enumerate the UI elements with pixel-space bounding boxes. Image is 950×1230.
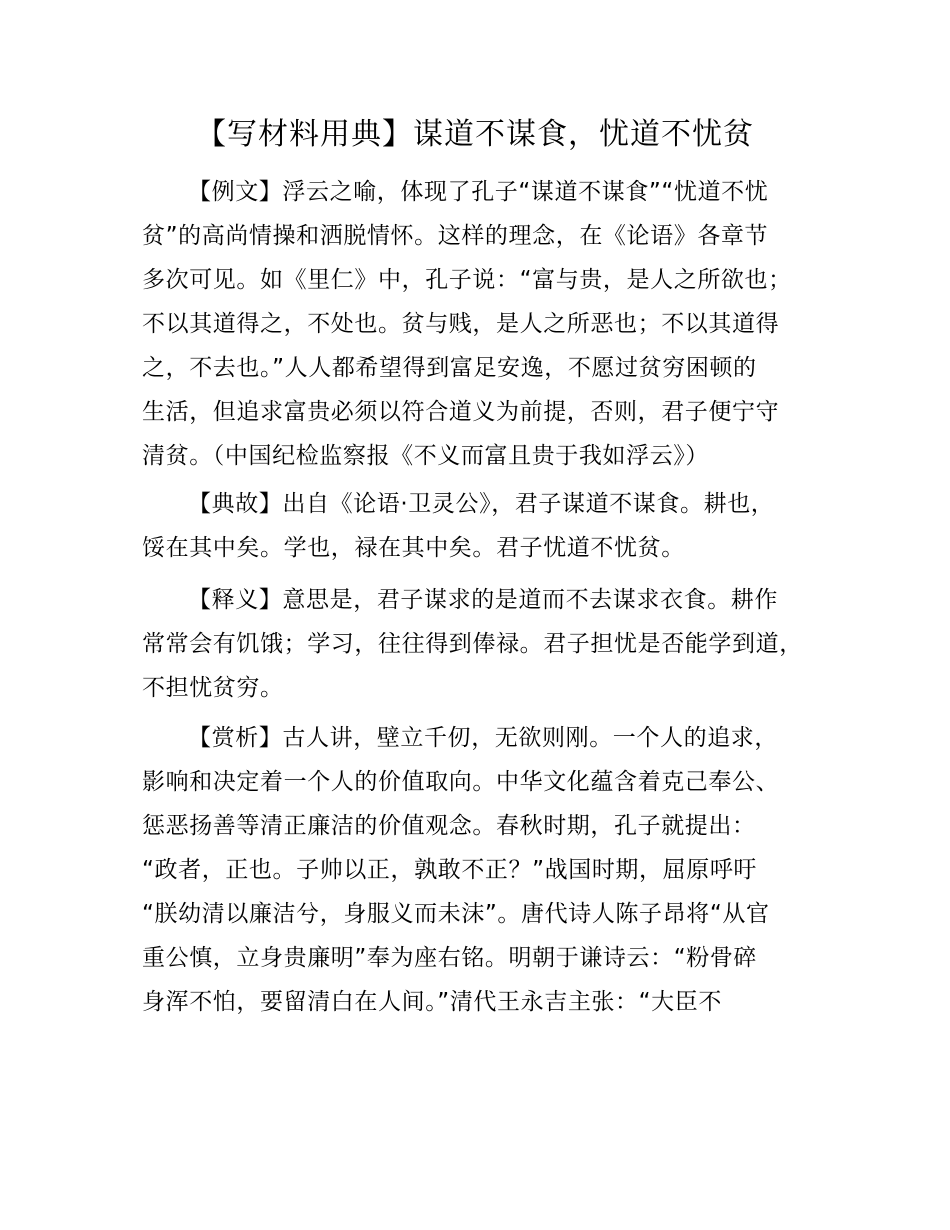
paragraph-line: 清贫。（中国纪检监察报《不义而富且贵于我如浮云》）	[142, 443, 709, 469]
paragraph-line: 生活，但追求富贵必须以符合道义为前提，否则，君子便宁守	[142, 399, 780, 425]
paragraph-line: 【释义】意思是，君子谋求的是道而不去谋求衣食。耕作	[188, 587, 778, 613]
paragraph-line: 【赏析】古人讲，壁立千仞，无欲则刚。一个人的追求，	[188, 725, 778, 751]
paragraph-example	[142, 170, 842, 478]
paragraph-line: 【例文】浮云之喻，体现了孔子“谋道不谋食”“忧道不忧	[188, 179, 769, 205]
document-title: 【写材料用典】谋道不谋食，忧道不忧贫	[196, 117, 754, 152]
paragraph-line: 贫”的高尚情操和洒脱情怀。这样的理念，在《论语》各章节	[142, 223, 769, 249]
paragraph-line: 惩恶扬善等清正廉洁的价值观念。春秋时期，孔子就提出：	[142, 813, 756, 839]
paragraph-line: 重公慎，立身贵廉明”奉为座右铭。明朝于谦诗云：“粉骨碎	[142, 945, 758, 971]
paragraph-line: 常常会有饥饿；学习，往往得到俸禄。君子担忧是否能学到道，	[142, 631, 803, 657]
paragraph-allusion	[142, 482, 842, 570]
paragraph-line: 【典故】出自《论语·卫灵公》，君子谋道不谋食。耕也，	[188, 491, 775, 517]
paragraph-line: “政者，正也。子帅以正，孰敢不正？”战国时期，屈原呼吁	[142, 857, 758, 883]
paragraph-line: 馁在其中矣。学也，禄在其中矣。君子忧道不忧贫。	[142, 535, 685, 561]
paragraph-analysis	[142, 716, 842, 1024]
paragraph-line: 身浑不怕，要留清白在人间。”清代王永吉主张：“大臣不	[142, 989, 722, 1015]
paragraph-line: 不担忧贫穷。	[142, 675, 284, 701]
paragraph-line: “朕幼清以廉洁兮，身服义而未沫”。唐代诗人陈子昂将“从官	[142, 901, 770, 927]
paragraph-line: 不以其道得之，不处也。贫与贱，是人之所恶也；不以其道得	[142, 311, 780, 337]
paragraph-line: 多次可见。如《里仁》中，孔子说：“富与贵，是人之所欲也；	[142, 267, 792, 293]
paragraph-line: 之，不去也。”人人都希望得到富足安逸，不愿过贫穷困顿的	[142, 355, 757, 381]
paragraph-meaning	[142, 578, 842, 710]
paragraph-line: 影响和决定着一个人的价值取向。中华文化蕴含着克己奉公、	[142, 769, 780, 795]
